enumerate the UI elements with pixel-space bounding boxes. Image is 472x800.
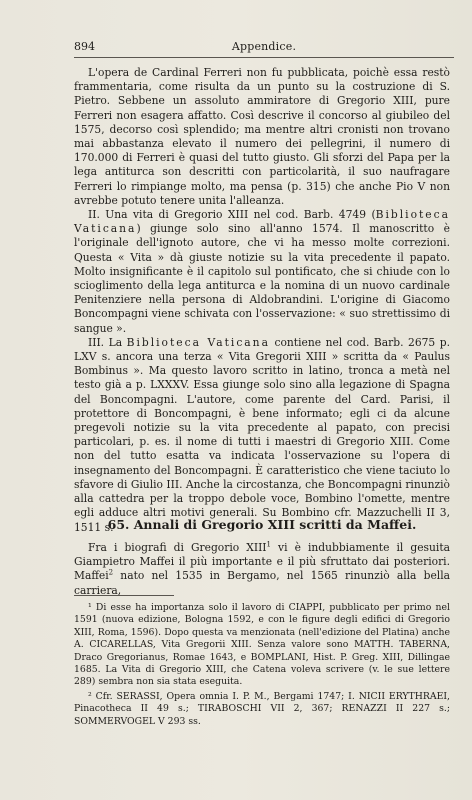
text-run: vi è indubbiamente il gesuita Giampietro Maffei il più importante e il più sfruttato dai posteriori. Maffei <box>74 541 450 583</box>
paragraph-iii-rest: contiene nel cod. Barb. 2675 p. LXV s. ancora una terza « Vita Gregorii XIII » scritta da « Paulus Bombinus ». Ma questo lavoro scritto in latino, tronca a metà nel testo già a p. LXXXV. Essa giunge solo sino alla legazione di Spagna del Boncompagni. L'autore, come parente del Card. Parisi, il protettore di Boncompagni, è bene informato; egli ci da alcune pregevoli notizie su la vita precedente al papato, con precisi particolari, p. es. il nome di tutti i maestri di Gregorio XIII. Come non del tutto esatta va indicata l'osservazione su l'opera di insegnamento del Boncompagni. È caratteristico che viene taciuto lo sfavore di Giulio III. Anche la circostanza, che Boncompagni rinunziò alla cattedra per la troppo debole voce, Bombino l'omette, mentre egli adduce altri motivi generali. Su Bombino cfr. Mazzuchelli II 3, 1511 s. <box>74 335 451 534</box>
paragraph-iii <box>74 336 450 535</box>
section-text <box>74 541 450 598</box>
paragraph-ii-lead: II. Una vita di Gregorio XIII nel cod. Barb. 4749 ( <box>88 208 376 222</box>
paragraph-maffei <box>74 541 450 598</box>
page-header <box>74 40 454 56</box>
text-run: nato nel 1535 in Bergamo, nel 1565 rinunziò alla bella carriera, <box>74 569 450 597</box>
footnote-ref: 1 <box>266 540 271 549</box>
footnote-1: ¹ Di esse ha importanza solo il lavoro di CIAPPI, pubblicato per primo nel 1591 (nuova edizione, Bologna 1592, e con le figure degli edifici di Gregorio XIII, Roma, 1596). Dopo questa va menzionata (nell'edizione del Platina) anche A. CICARELLAS, Vita Gregorii XIII. Senza valore sono MATTH. TABERNA, Draco Gregorianus, Romae 1643, e BOMPLANI, Hist. P. Greg. XIII, Dillingae 1685. La Vita di Gregorio XIII, che Catena voleva scrivere (v. le sue lettere 289) sembra non sia stata eseguita. <box>74 602 450 688</box>
section-heading: 65. Annali di Gregorio XIII scritti da Maffei. <box>107 517 417 532</box>
paragraph-ii-rest: ) giunge solo sino all'anno 1574. Il manoscritto è l'originale dell'ignoto autore, che vi ha messo molte correzioni. Questa « Vita » dà giuste notizie su la vita precedente il papato. Molto insignificante è il capitolo sul pontificato, che si chiude con lo scioglimento della lega antiturca e la nomina di un nuovo cardinale Penitenziere nella persona di Aldobrandini. L'origine di Giacomo Boncompagni viene schivata con l'osservazione: « suo strettissimo di sangue ». <box>74 222 450 335</box>
main-text <box>74 66 450 535</box>
header-rule <box>74 57 454 58</box>
footnotes <box>74 602 450 730</box>
footnote-2: ² Cfr. SERASSI, Opera omnia I. P. M., Bergami 1747; I. NICII ERYTHRAEI, Pinacotheca II 49 s.; TIRABOSCHI VII 2, 367; RENAZZI II 227 s.; SOMMERVOGEL V 293 ss. <box>74 690 450 727</box>
text-run: Fra i biografi di Gregorio XIII <box>88 541 267 554</box>
footnote-ref: 2 <box>108 568 114 577</box>
paragraph-ferreri: L'opera de Cardinal Ferreri non fu pubblicata, poichè essa restò frammentaria, come risulta da un punto su la costruzione di S. Pietro. Sebbene un assoluto ammiratore di Gregorio XIII, pure Ferreri non esagera affatto. Così descrive il concorso al giubileo del 1575, decorso così splendido; ma mentre altri cronisti non trovano mai abbastanza elevato il numero dei pellegrini, il numero di 170.000 di Ferreri è quasi del tutto giusto. Gli sforzi del Papa per la lega antiturca son descritti con particolarità, il suo naufragare Ferreri lo rimpiange molto, ma pensa (p. 315) che anche Pio V non avrebbe potuto tenere unita l'alleanza. <box>74 66 450 207</box>
running-title: Appendice. <box>231 40 297 53</box>
page-number: 894 <box>74 40 95 53</box>
footnote-rule <box>74 595 174 596</box>
library-name: Biblioteca Vaticana <box>126 335 270 349</box>
library-name: Biblioteca Vaticana <box>74 208 450 236</box>
paragraph-ii <box>74 208 450 336</box>
paragraph-iii-lead: III. La <box>88 335 127 349</box>
